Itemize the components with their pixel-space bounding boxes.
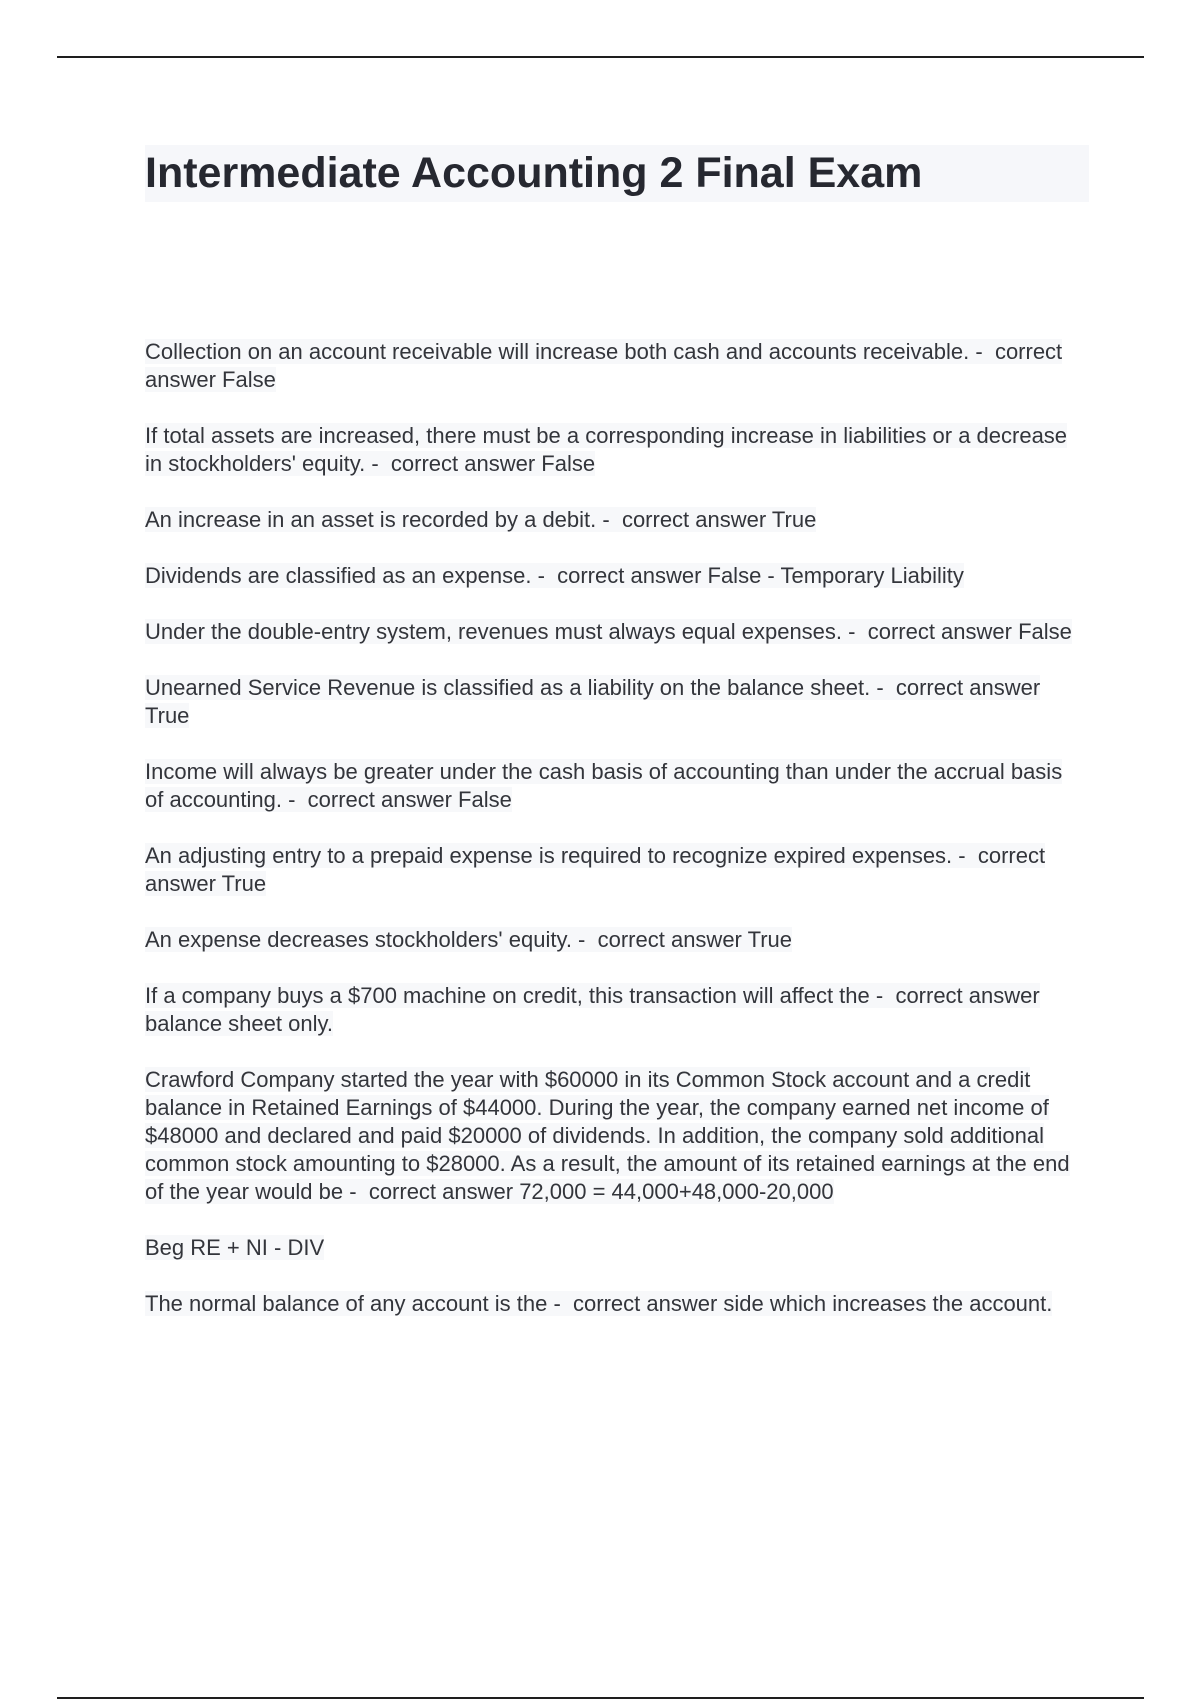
question-text: Crawford Company started the year with $60000 in its Common Stock account and a credit balance in Retained Earnings of $44000. During the year, the company earned net income of $48000 and declared and paid $20000 of dividends. In addition, the company sold additional common stock amounting to $28000. As a result, the amount of its retained earnings at the end of the year would be: [145, 1067, 1070, 1204]
list-item: An expense decreases stockholders' equity. - correct answer True: [145, 927, 793, 952]
answer-text: correct answer False: [867, 619, 1072, 644]
list-item: Income will always be greater under the cash basis of accounting than under the accrual basis of accounting. - correct answer False: [145, 759, 1063, 812]
answer-text: correct answer False: [307, 787, 512, 812]
footer-rule: [57, 1697, 1144, 1699]
answer-text: correct answer True: [597, 927, 793, 952]
list-item: Unearned Service Revenue is classified as a liability on the balance sheet. - correct answer True: [145, 675, 1041, 728]
answer-text: correct answer balance sheet only.: [145, 983, 1040, 1036]
formula-note: Beg RE + NI - DIV: [145, 1235, 325, 1260]
question-text: The normal balance of any account is the: [145, 1291, 548, 1316]
question-text: An adjusting entry to a prepaid expense is required to recognize expired expenses.: [145, 843, 953, 868]
list-item: If total assets are increased, there must be a corresponding increase in liabilities or a decrease in stockholders' equity. - correct answer False: [145, 423, 1068, 476]
list-item: An adjusting entry to a prepaid expense is required to recognize expired expenses. - correct answer True: [145, 843, 1046, 896]
question-text: Collection on an account receivable will increase both cash and accounts receivable.: [145, 339, 970, 364]
answer-text: correct answer True: [145, 843, 1046, 896]
question-text: Income will always be greater under the cash basis of accounting than under the accrual basis of accounting.: [145, 759, 1063, 812]
question-text: Under the double-entry system, revenues must always equal expenses.: [145, 619, 843, 644]
list-item: The normal balance of any account is the - correct answer side which increases the account.: [145, 1291, 1053, 1316]
list-item: If a company buys a $700 machine on credit, this transaction will affect the - correct answer balance sheet only.: [145, 983, 1040, 1036]
list-item: Dividends are classified as an expense. - correct answer False - Temporary Liability: [145, 563, 964, 588]
question-text: Dividends are classified as an expense.: [145, 563, 532, 588]
answer-text: correct answer True: [145, 675, 1041, 728]
question-text: Unearned Service Revenue is classified as a liability on the balance sheet.: [145, 675, 871, 700]
question-text: If a company buys a $700 machine on credit, this transaction will affect the: [145, 983, 870, 1008]
question-text: An expense decreases stockholders' equity.: [145, 927, 572, 952]
answer-text: correct answer False: [390, 451, 596, 476]
list-item: Crawford Company started the year with $60000 in its Common Stock account and a credit balance in Retained Earnings of $44000. During the year, the company earned net income of $48000 and declared and paid $20000 of dividends. In addition, the company sold additional common stock amounting to $28000. As a result, the amount of its retained earnings at the end of the year would be - correct answer 72,000 = 44,000+48,000-20,000: [145, 1067, 1070, 1204]
answer-text: correct answer False - Temporary Liability: [557, 563, 964, 588]
question-text: If total assets are increased, there must be a corresponding increase in liabilities or a decrease in stockholders' equity.: [145, 423, 1068, 476]
answer-text: correct answer 72,000 = 44,000+48,000-20,000: [368, 1179, 834, 1204]
answer-text: correct answer True: [621, 507, 817, 532]
answer-text: correct answer side which increases the account.: [573, 1291, 1053, 1316]
question-list: [145, 338, 1075, 1346]
list-item: Under the double-entry system, revenues must always equal expenses. - correct answer False: [145, 619, 1072, 644]
header-rule: [57, 56, 1144, 58]
answer-text: correct answer False: [145, 339, 1063, 392]
list-item: An increase in an asset is recorded by a debit. - correct answer True: [145, 507, 817, 532]
question-text: An increase in an asset is recorded by a debit.: [145, 507, 597, 532]
list-item: Collection on an account receivable will increase both cash and accounts receivable. - correct answer False: [145, 339, 1063, 392]
page-title: Intermediate Accounting 2 Final Exam: [145, 145, 1089, 202]
